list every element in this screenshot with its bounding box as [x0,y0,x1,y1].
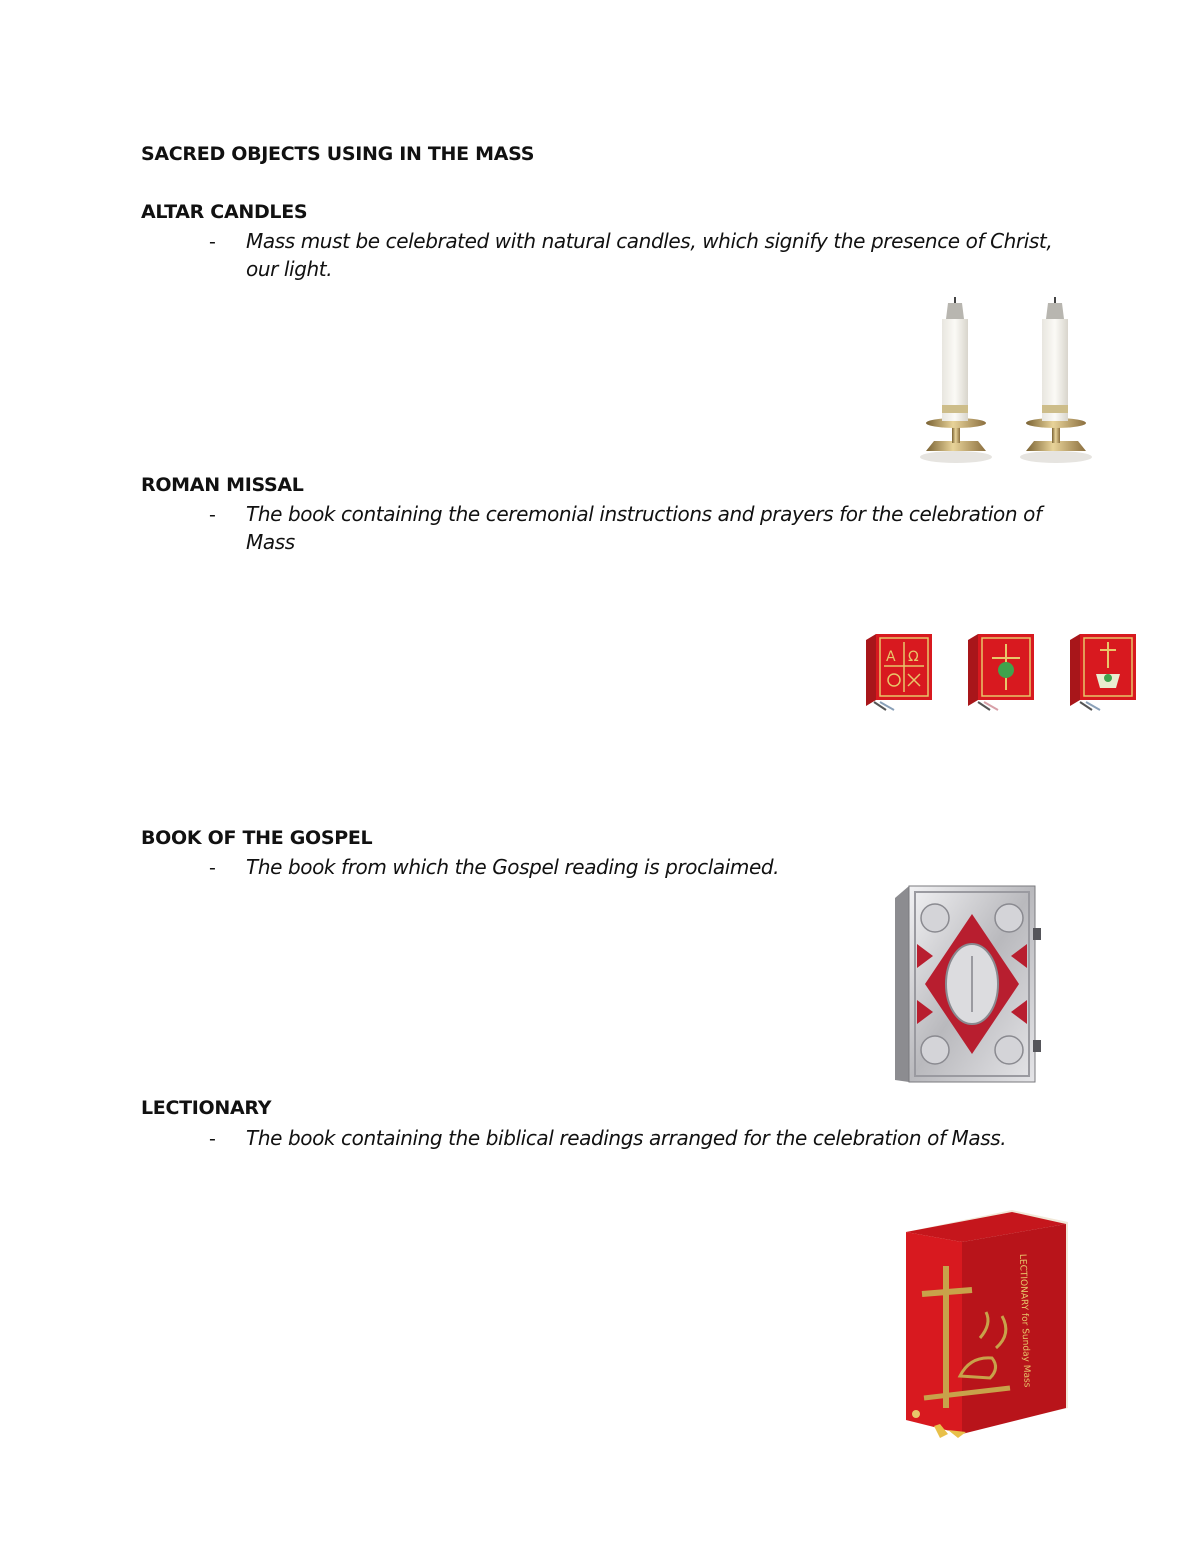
section-heading-roman-missal: ROMAN MISSAL [141,474,304,496]
section-description-altar-candles: Mass must be celebrated with natural candles, which signify the presence of Christ, our light. [246,229,1053,281]
missal-books-image [862,630,1142,714]
bullet-dash: - [209,231,216,253]
section-heading-lectionary: LECTIONARY [141,1097,272,1119]
section-heading-book-of-the-gospel: BOOK OF THE GOSPEL [141,827,373,849]
candlesticks-image [912,295,1098,467]
section-description-roman-missal: The book containing the ceremonial instructions and prayers for the celebration of Mass [246,502,1042,554]
bullet-dash: - [209,857,216,879]
svg-text:LECTIONARY for Sunday Mass: LECTIONARY for Sunday Mass [1017,1253,1032,1388]
lectionary-book-image [900,1208,1072,1440]
section-heading-altar-candles: ALTAR CANDLES [141,201,308,223]
svg-text:Ω: Ω [908,649,919,665]
bullet-dash: - [209,504,216,526]
page-title: SACRED OBJECTS USING IN THE MASS [141,143,535,165]
bullet-dash: - [209,1128,216,1150]
gospel-book-image [893,884,1043,1086]
section-description-lectionary: The book containing the biblical readings arranged for the celebration of Mass. [246,1126,1007,1150]
svg-text:A: A [886,649,896,665]
section-description-book-of-the-gospel: The book from which the Gospel reading is proclaimed. [246,855,780,879]
